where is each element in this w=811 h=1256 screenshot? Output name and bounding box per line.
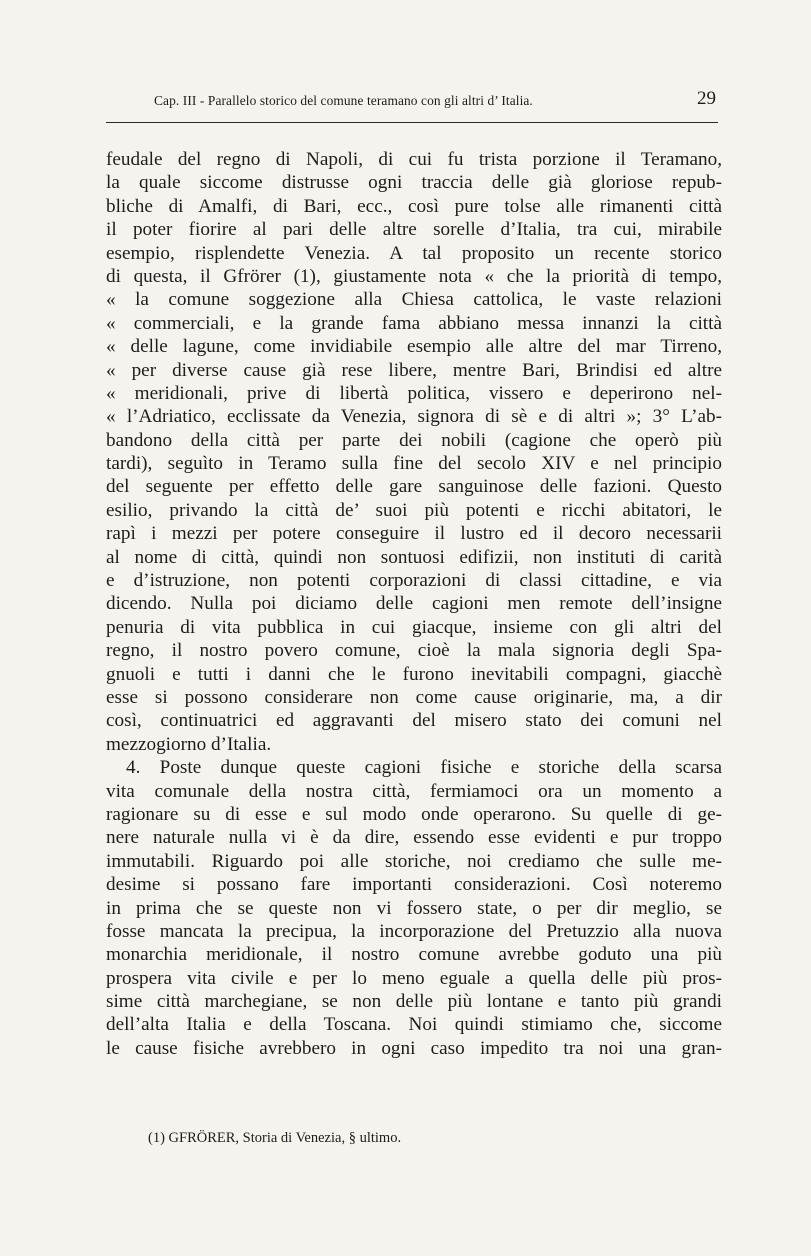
text-line: 4. Poste dunque queste cagioni fisiche e storiche della scarsa [126,757,722,779]
text-line: al nome di città, quindi non sontuosi edifizii, non instituti di carità [106,546,722,568]
text-line: gnuoli e tutti i danni che le furono inevitabili compagni, giacchè [106,663,722,685]
text-line: desime si possano fare importanti considerazioni. Così noteremo [106,874,722,896]
text-line: e d’istruzione, non potenti corporazioni di classi cittadine, e via [106,570,722,592]
text-line: dicendo. Nulla poi diciamo delle cagioni men remote dell’insigne [106,593,722,615]
text-line: dell’alta Italia e della Toscana. Noi quindi stimiamo che, siccome [106,1014,722,1036]
text-line: immutabili. Riguardo poi alle storiche, noi crediamo che sulle me- [106,850,722,872]
text-line: così, continuatrici ed aggravanti del misero stato dei comuni nel [106,710,722,732]
text-line: prospera vita civile e per lo meno eguale a quella delle più pros- [106,967,722,989]
text-line: « l’Adriatico, ecclissate da Venezia, signora di sè e di altri »; 3° L’ab- [106,406,722,428]
footnote: (1) GFRÖRER, Storia di Venezia, § ultimo. [148,1130,402,1146]
header-rule [106,122,718,123]
text-line: nere naturale nulla vi è da dire, essendo esse evidenti e pur troppo [106,827,722,849]
text-line: « delle lagune, come invidiabile esempio alle altre del mar Tirreno, [106,336,722,358]
text-line: monarchia meridionale, il nostro comune avrebbe goduto una più [106,944,722,966]
text-line: fosse mancata la precipua, la incorporazione del Pretuzzio alla nuova [106,920,722,942]
page-header [106,88,718,116]
text-line: il poter fiorire al pari delle altre sorelle d’Italia, tra cui, mirabile [106,219,722,241]
page-number: 29 [697,88,716,109]
text-line: feudale del regno di Napoli, di cui fu trista porzione il Teramano, [106,149,722,170]
body-text [106,148,722,1060]
text-line: la quale siccome distrusse ogni traccia delle già gloriose repub- [106,172,722,194]
text-line: in prima che se queste non vi fossero state, o per dir meglio, se [106,897,722,919]
text-line: regno, il nostro povero comune, cioè la mala signoria degli Spa- [106,640,722,662]
text-line: tardi), seguìto in Teramo sulla fine del secolo XIV e nel principio [106,453,722,475]
text-line: ragionare su di esse e sul modo onde operarono. Su quelle di ge- [106,803,722,825]
text-line: penuria di vita pubblica in cui giacque, insieme con gli altri del [106,616,722,638]
running-title: Cap. III - Parallelo storico del comune teramano con gli altri d’ Italia. [154,93,533,108]
text-line: « commerciali, e la grande fama abbiano messa innanzi la città [106,312,722,334]
text-line: bliche di Amalfi, di Bari, ecc., così pure tolse alle rimanenti città [106,195,722,217]
text-line: sime città marchegiane, se non delle più lontane e tanto più grandi [106,991,722,1013]
text-line: le cause fisiche avrebbero in ogni caso impedito tra noi una gran- [106,1037,722,1059]
text-line: esempio, risplendette Venezia. A tal proposito un recente storico [106,242,722,264]
text-line: del seguente per effetto delle gare sanguinose delle fazioni. Questo [106,476,722,498]
text-line: esse si possono considerare non come cause originarie, ma, a dir [106,686,722,708]
text-line: bandono della città per parte dei nobili (cagione che operò più [106,429,722,451]
text-line: mezzogiorno d’Italia. [106,733,272,755]
text-line: rapì i mezzi per potere conseguire il lustro ed il decoro necessarii [106,523,722,545]
text-line: « la comune soggezione alla Chiesa cattolica, le vaste relazioni [106,289,722,311]
text-line: vita comunale della nostra città, fermiamoci ora un momento a [106,780,722,802]
text-line: « meridionali, prive di libertà politica, vissero e deperirono nel- [106,382,722,404]
text-line: « per diverse cause già rese libere, mentre Bari, Brindisi ed altre [106,359,722,381]
text-line: di questa, il Gfrörer (1), giustamente nota « che la priorità di tempo, [106,265,722,287]
text-line: esilio, privando la città de’ suoi più potenti e ricchi abitatori, le [106,499,722,521]
